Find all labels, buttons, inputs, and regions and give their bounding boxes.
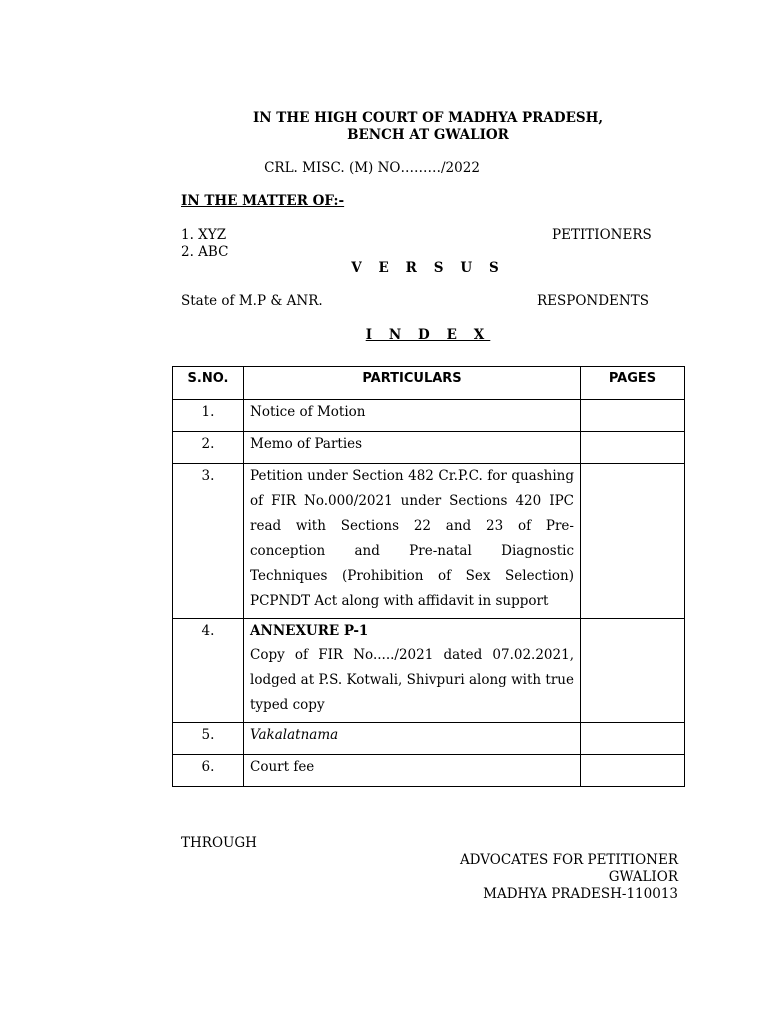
- row-particulars: Memo of Parties: [244, 432, 581, 464]
- header-sno: S.NO.: [173, 367, 244, 400]
- index-heading: I N D E X: [365, 327, 491, 343]
- table-row: [173, 400, 685, 432]
- row-pages: [581, 464, 685, 619]
- row-pages: [581, 432, 685, 464]
- row-sno: 4.: [173, 619, 244, 723]
- row-sno: 6.: [173, 755, 244, 787]
- respondents-label: RESPONDENTS: [537, 293, 649, 309]
- matter-heading: IN THE MATTER OF:-: [181, 193, 345, 209]
- header-particulars: PARTICULARS: [244, 367, 581, 400]
- advocates-title: ADVOCATES FOR PETITIONER: [459, 852, 678, 868]
- row-particulars: Court fee: [244, 755, 581, 787]
- table-row: [173, 755, 685, 787]
- advocates-state: MADHYA PRADESH-110013: [483, 886, 678, 902]
- row-sno: 3.: [173, 464, 244, 619]
- row-particulars: [244, 619, 581, 723]
- table-row: [173, 619, 685, 723]
- annexure-title: ANNEXURE P-1: [250, 623, 369, 639]
- court-bench: BENCH AT GWALIOR: [347, 127, 509, 143]
- table-row: [173, 432, 685, 464]
- row-sno: 2.: [173, 432, 244, 464]
- through-label: THROUGH: [181, 835, 257, 851]
- row-pages: [581, 755, 685, 787]
- row-particulars: Notice of Motion: [244, 400, 581, 432]
- petitioner-2: 2. ABC: [181, 244, 229, 260]
- row-pages: [581, 619, 685, 723]
- row-particulars: Vakalatnama: [244, 723, 581, 755]
- index-table: [172, 366, 685, 787]
- case-number: CRL. MISC. (M) NO………/2022: [264, 160, 480, 176]
- versus-heading: V E R S U S: [351, 260, 505, 276]
- petitioners-label: PETITIONERS: [552, 227, 652, 243]
- row-particulars: Petition under Section 482 Cr.P.C. for quashing of FIR No.000/2021 under Sections 420 IPC read with Sections 22 and 23 of Pre-conception and Pre-natal Diagnostic Techniques (Prohibition of Sex Selection) PCPNDT Act along with affidavit in support: [244, 464, 581, 619]
- table-header-row: [173, 367, 685, 400]
- petitioner-1: 1. XYZ: [181, 227, 227, 243]
- row-sno: 1.: [173, 400, 244, 432]
- respondent-name: State of M.P & ANR.: [181, 293, 323, 309]
- header-pages: PAGES: [581, 367, 685, 400]
- row-pages: [581, 723, 685, 755]
- annexure-description: Copy of FIR No...../2021 dated 07.02.2021, lodged at P.S. Kotwali, Shivpuri along with true typed copy: [250, 647, 574, 713]
- court-name: IN THE HIGH COURT OF MADHYA PRADESH,: [252, 110, 604, 126]
- advocates-city: GWALIOR: [608, 869, 678, 885]
- table-row: [173, 464, 685, 619]
- row-sno: 5.: [173, 723, 244, 755]
- table-row: [173, 723, 685, 755]
- row-pages: [581, 400, 685, 432]
